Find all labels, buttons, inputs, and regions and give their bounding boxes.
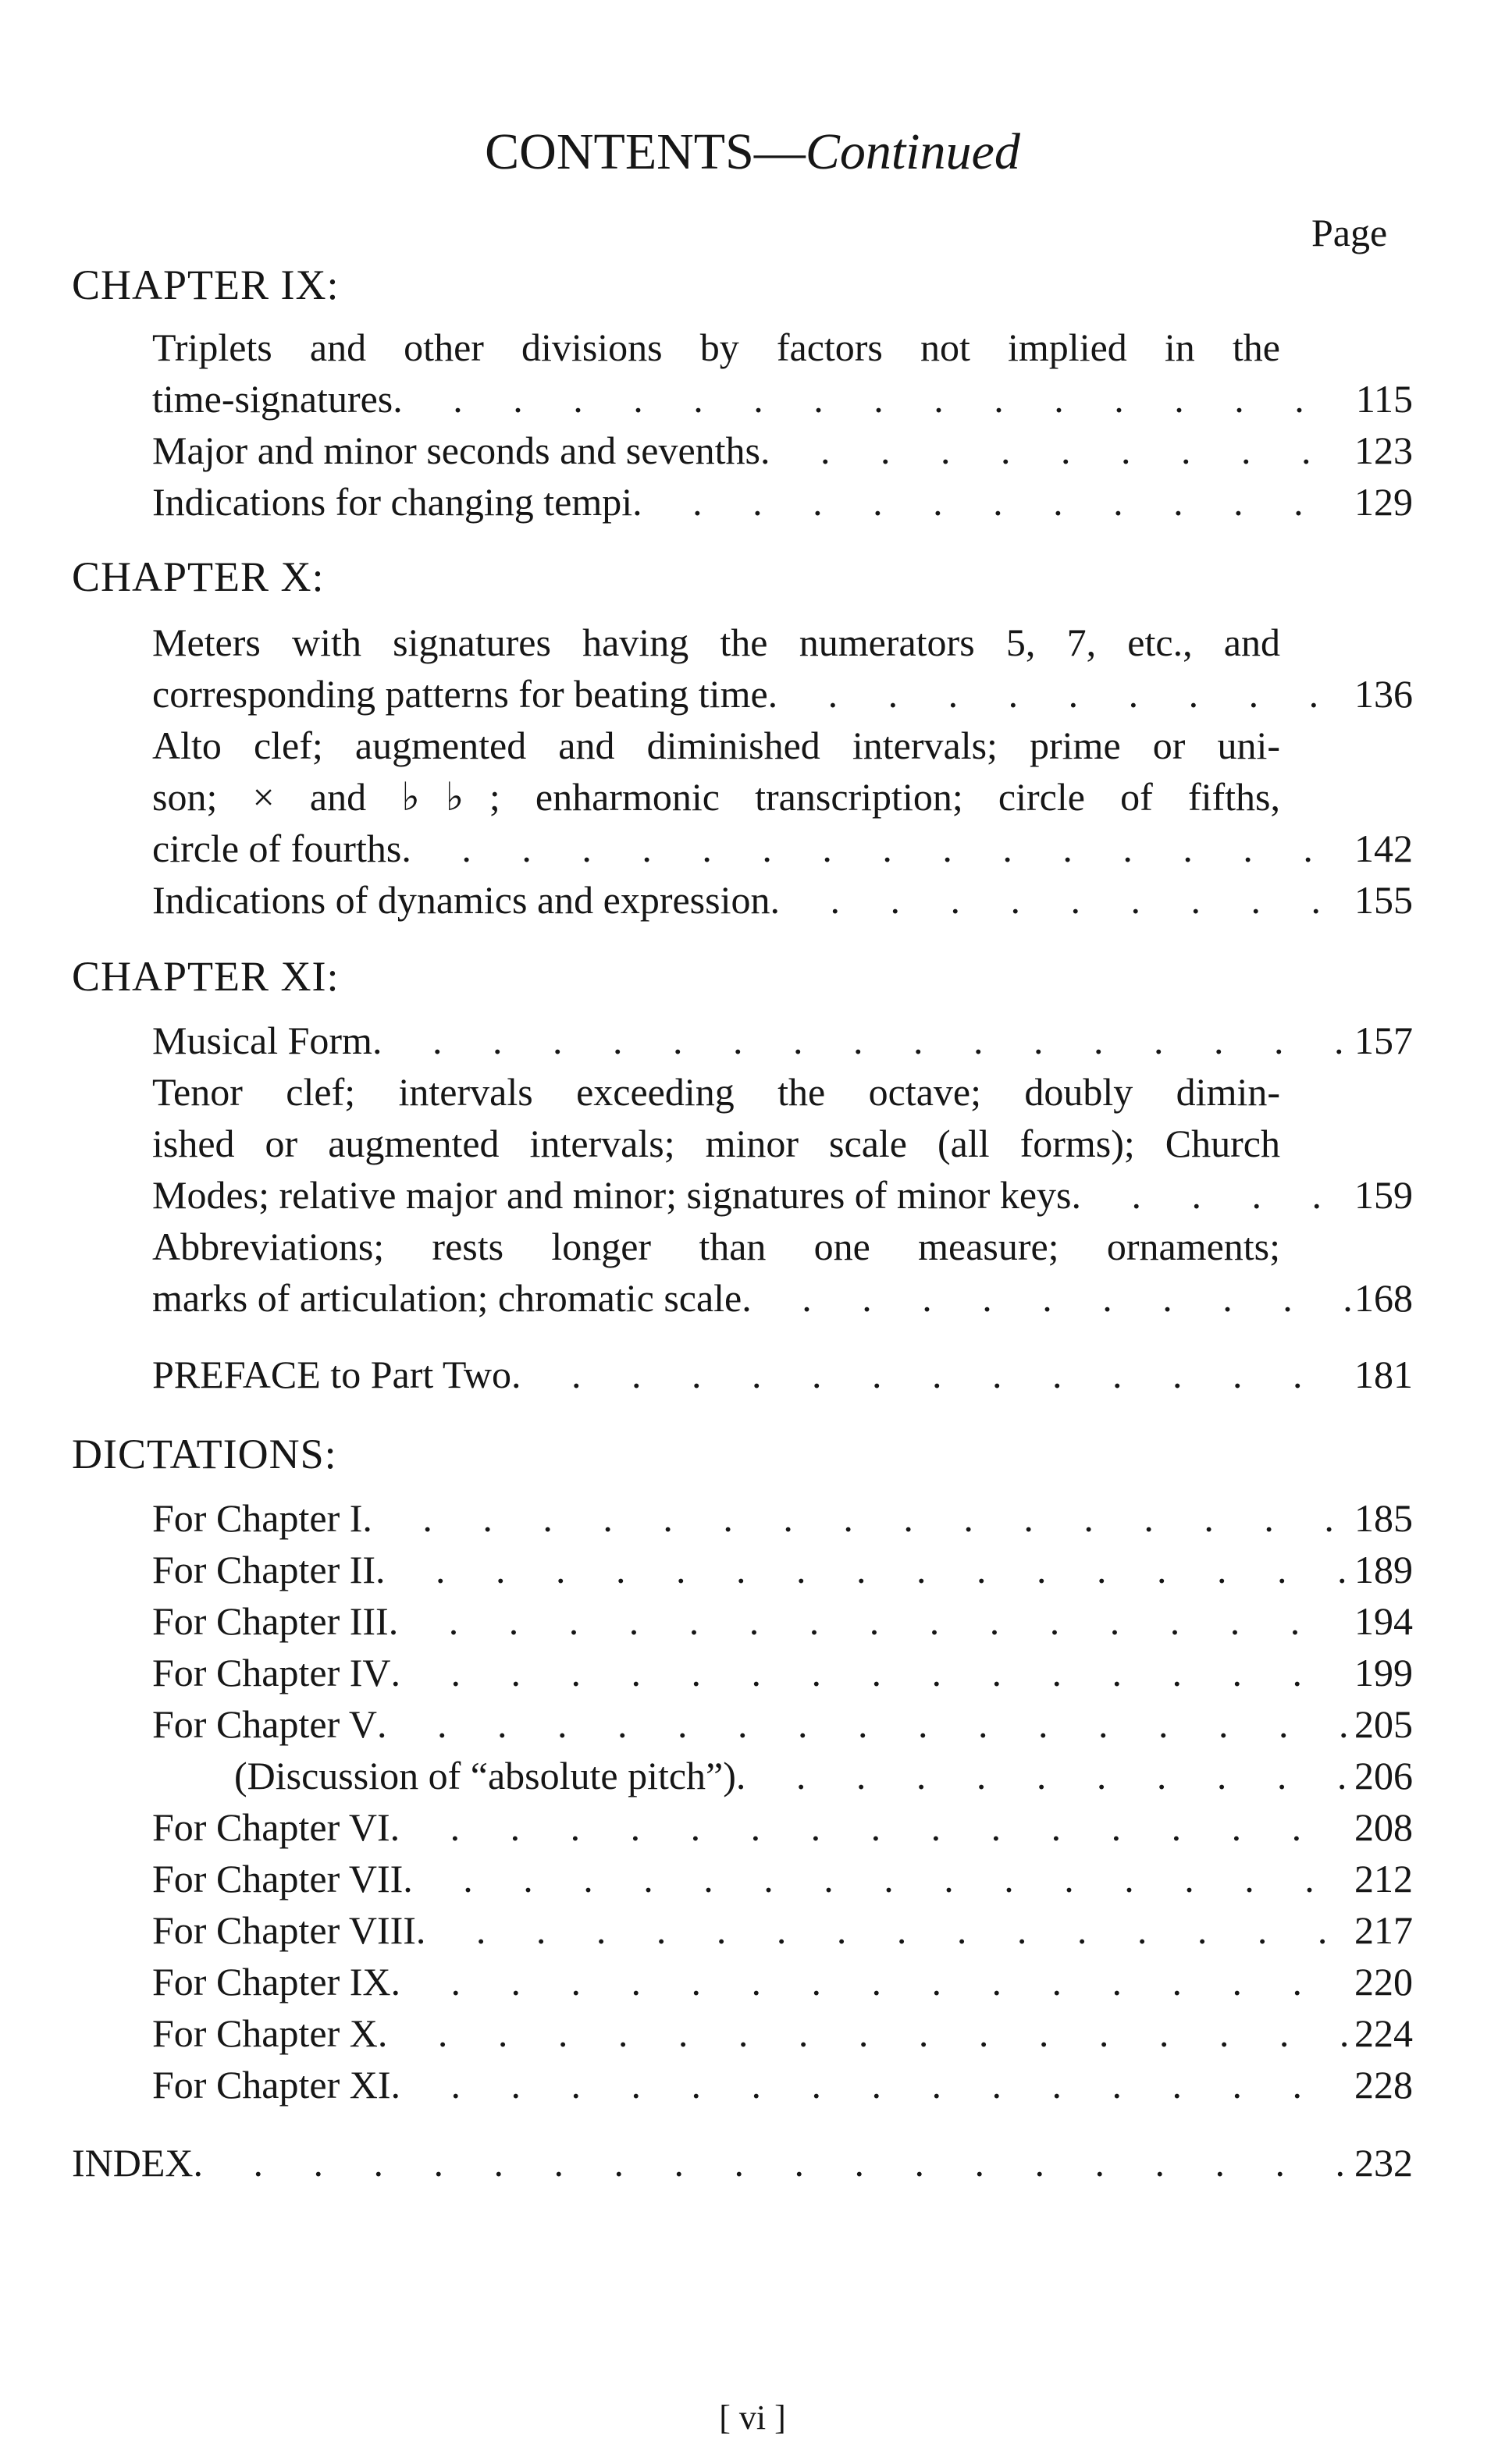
toc-entry[interactable] [152,874,1413,926]
page-number: 123 [1354,428,1413,472]
page-number: 129 [1354,480,1413,524]
dot-leader [378,2007,1350,2059]
dot-leader [391,1647,1351,1698]
toc-entry[interactable] [152,1544,1413,1595]
page-number: 142 [1354,827,1413,870]
toc-entry[interactable] [152,373,1413,425]
entry-title: corresponding patterns for beating time [152,672,768,716]
page-number: 199 [1354,1651,1413,1694]
page-number: 205 [1354,1702,1413,1746]
page-number: 228 [1354,2063,1413,2107]
entry-title: For Chapter IV [152,1651,391,1694]
dot-leader [736,1750,1350,1801]
entry-title: Modes; relative major and minor; signatures of minor keys [152,1173,1072,1217]
toc-entry-index[interactable] [72,2137,1413,2188]
page-folio: [ vi ] [719,2398,786,2437]
entry-title: For Chapter XI [152,2063,391,2107]
entry-title: Major and minor seconds and sevenths [152,428,761,472]
dot-leader [194,2137,1350,2188]
entry-title: Musical Form [152,1019,372,1062]
dot-leader [1072,1169,1350,1221]
page-number: 159 [1354,1173,1413,1217]
page-number: 232 [1354,2141,1413,2185]
page-number: 181 [1354,1353,1413,1396]
dot-leader [768,668,1350,720]
toc-entry[interactable] [152,425,1413,476]
entry-title: time-signatures [152,377,393,421]
entry-title: PREFACE to Part Two [152,1353,511,1396]
entry-title: Indications for changing tempi [152,480,633,524]
page-number: 136 [1354,672,1413,716]
entry-line: son; × and ♭♭; enharmonic transcription; circle of fifths, [152,775,1280,819]
toc-entry[interactable] [152,1272,1413,1324]
dot-leader [401,823,1350,874]
dot-leader [389,1595,1350,1647]
toc-entry-preface[interactable] [152,1349,1413,1400]
toc-entry[interactable] [152,668,1413,720]
page-number: 224 [1354,2011,1413,2055]
dot-leader [390,1801,1350,1853]
page-number: 220 [1354,1960,1413,2004]
page-number: 217 [1354,1908,1413,1952]
toc-entry[interactable] [152,1904,1413,1956]
dot-leader [393,373,1350,425]
dot-leader [511,1349,1350,1400]
dot-leader [391,1956,1351,2007]
dot-leader [372,1015,1350,1066]
page-number: 115 [1355,377,1413,421]
entry-title: For Chapter III [152,1599,389,1643]
page-number: 206 [1354,1754,1413,1797]
entry-title: marks of articulation; chromatic scale [152,1276,742,1320]
toc-entry[interactable] [152,2007,1413,2059]
toc-entry[interactable] [152,1801,1413,1853]
entry-title: (Discussion of “absolute pitch”) [234,1754,736,1797]
toc-entry[interactable] [152,1492,1413,1544]
toc-entry[interactable] [152,1595,1413,1647]
entry-line: ished or augmented intervals; minor scale (all forms); Church [152,1122,1280,1165]
chapter-heading: CHAPTER X: [72,553,325,600]
page-number: 212 [1354,1857,1413,1900]
entry-line: Triplets and other divisions by factors not implied in the [152,325,1280,369]
section-heading-dictations: DICTATIONS: [72,1431,337,1477]
entry-title: For Chapter IX [152,1960,391,2004]
toc-entry[interactable] [152,1169,1413,1221]
toc-entry[interactable] [152,1853,1413,1904]
dot-leader [403,1853,1350,1904]
page-number: 155 [1354,878,1413,922]
toc-entry[interactable] [152,476,1413,528]
dot-leader [632,476,1350,528]
dot-leader [375,1544,1350,1595]
entry-title: For Chapter II [152,1548,376,1591]
page-column-label: Page [1311,211,1388,254]
toc-entry[interactable] [152,1015,1413,1066]
page-number: 208 [1354,1805,1413,1849]
chapter-heading: CHAPTER XI: [72,953,340,1000]
page-title [0,121,1505,183]
dot-leader [391,2059,1351,2110]
title-continued: Continued [805,123,1020,180]
entry-title: circle of fourths [152,827,402,870]
toc-entry[interactable] [152,823,1413,874]
dot-leader [770,874,1350,926]
entry-line: Abbreviations; rests longer than one measure; ornaments; [152,1225,1280,1268]
toc-entry[interactable] [152,2059,1413,2110]
dot-leader [742,1272,1350,1324]
toc-entry[interactable] [152,1698,1413,1750]
entry-line: Meters with signatures having the numerators 5, 7, etc., and [152,620,1280,664]
chapter-heading: CHAPTER IX: [72,261,340,308]
entry-line: Tenor clef; intervals exceeding the octave; doubly dimin- [152,1070,1280,1114]
toc-entry-sub[interactable] [234,1750,1413,1801]
entry-title: For Chapter I [152,1496,363,1540]
entry-title: For Chapter VI [152,1805,390,1849]
page-number: 157 [1354,1019,1413,1062]
dot-leader [362,1492,1350,1544]
entry-title: Indications of dynamics and expression [152,878,770,922]
entry-title: For Chapter VII [152,1857,404,1900]
toc-entry[interactable] [152,1647,1413,1698]
page-number: 168 [1354,1276,1413,1320]
page-number: 189 [1354,1548,1413,1591]
entry-title: For Chapter V [152,1702,377,1746]
dot-leader [416,1904,1350,1956]
entry-title: For Chapter VIII [152,1908,416,1952]
page-number: 194 [1354,1599,1413,1643]
entry-title: INDEX [72,2141,194,2185]
entry-line: Alto clef; augmented and diminished intervals; prime or uni- [152,724,1280,767]
dot-leader [760,425,1350,476]
dot-leader [377,1698,1350,1750]
toc-entry[interactable] [152,1956,1413,2007]
page-number: 185 [1354,1496,1413,1540]
entry-title: For Chapter X [152,2011,378,2055]
title-main: CONTENTS— [485,123,806,180]
